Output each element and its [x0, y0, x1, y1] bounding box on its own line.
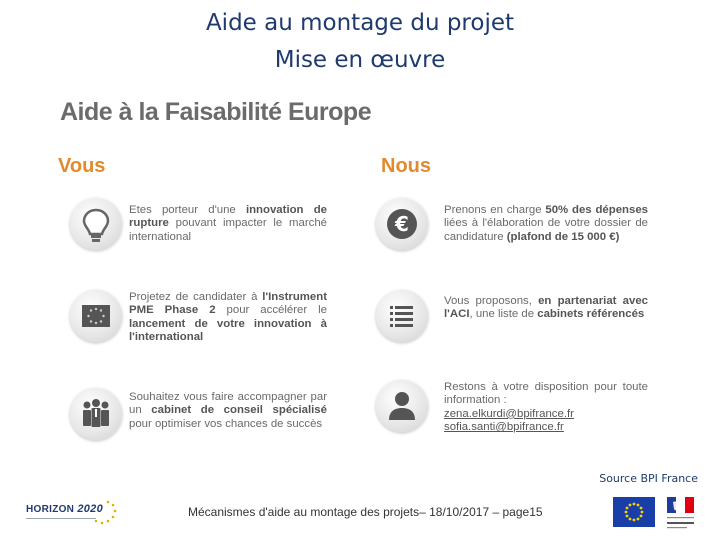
list-icon — [376, 290, 428, 342]
source-note: Source BPI France — [599, 472, 698, 485]
nous-item-3-text: Restons à votre disposition pour toute information : zena.elkurdi@bpifrance.fr sofia.santi@bpifrance.fr — [444, 381, 648, 434]
eu-flag-icon — [70, 290, 122, 342]
group-icon — [70, 388, 122, 440]
horizon-text: HORIZON — [26, 504, 75, 515]
lightbulb-icon — [70, 198, 122, 250]
page-title: Aide au montage du projet — [205, 10, 515, 36]
nous-item-1-text: Prenons en charge 50% des dépenses liées à l'élaboration de votre dossier de candidature (plafond de 15 000 €) — [444, 204, 649, 243]
slide-heading: Aide à la Faisabilité Europe — [60, 98, 372, 126]
page-subtitle: Mise en œuvre — [274, 47, 446, 73]
person-icon — [376, 380, 428, 432]
vous-item-1-text: Etes porteur d'une innovation de rupture pouvant impacter le marché international — [129, 204, 327, 243]
horizon-2020-logo — [22, 494, 122, 534]
email-link-1[interactable]: zena.elkurdi@bpifrance.fr — [444, 407, 574, 420]
eu-flag-logo — [613, 497, 655, 527]
vous-item-3-text: Souhaitez vous faire accompagner par un cabinet de conseil spécialisé pour optimiser vos chances de succès — [129, 391, 327, 430]
euro-icon — [376, 198, 428, 250]
column-heading-vous: Vous — [58, 155, 106, 177]
footer-text: Mécanismes d'aide au montage des projets– 18/10/2017 – page15 — [188, 505, 543, 519]
svg-text:€: € — [395, 212, 409, 236]
republique-francaise-logo — [663, 494, 699, 534]
nous-item-2-text: Vous proposons, en partenariat avec l'ACI, une liste de cabinets référencés — [444, 295, 648, 321]
email-link-2[interactable]: sofia.santi@bpifrance.fr — [444, 421, 564, 434]
vous-item-2-text: Projetez de candidater à l'Instrument PME Phase 2 pour accélérer le lancement de votre innovation à l'international — [129, 291, 327, 344]
horizon-year: 2020 — [77, 503, 103, 515]
column-heading-nous: Nous — [381, 155, 431, 177]
